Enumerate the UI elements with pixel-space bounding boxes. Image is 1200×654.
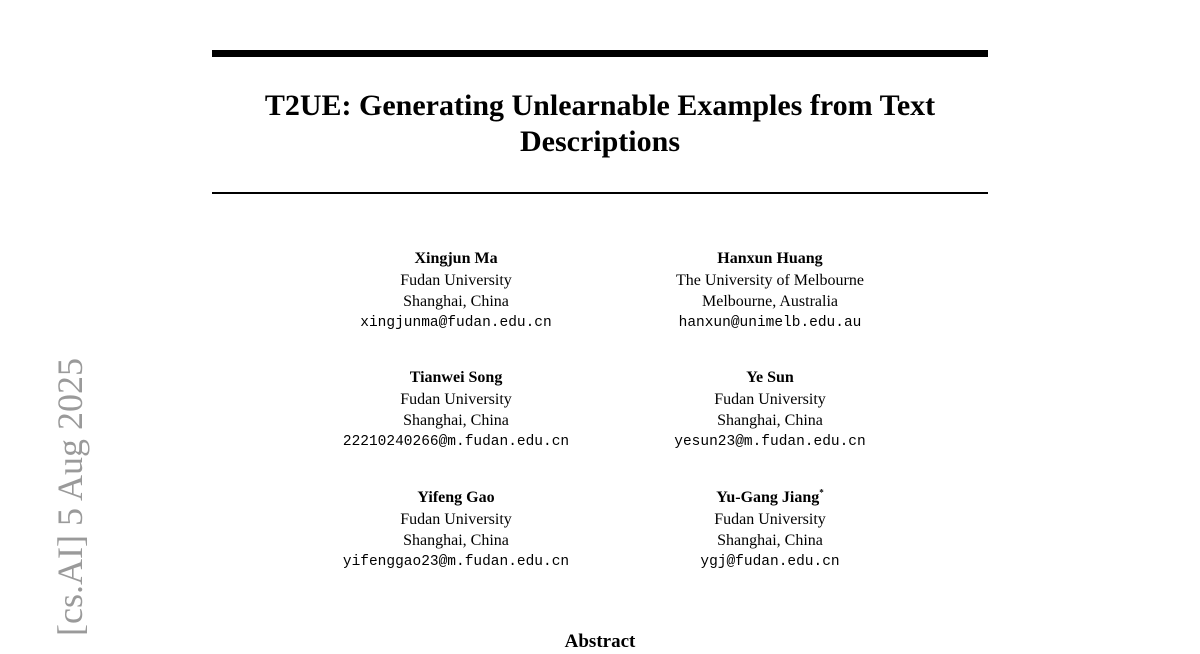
author-name: Xingjun Ma [414, 250, 498, 267]
author-location: Shanghai, China [403, 293, 509, 310]
author-email[interactable]: yesun23@m.fudan.edu.cn [674, 433, 866, 450]
author-block [600, 367, 940, 453]
author-location: Shanghai, China [717, 412, 823, 429]
author-email[interactable]: 22210240266@m.fudan.edu.cn [342, 433, 570, 450]
author-name: Hanxun Huang [717, 250, 823, 267]
author-name: Yu-Gang Jiang* [716, 487, 824, 506]
arxiv-side-stamp: [cs.AI] 5 Aug 2025 [50, 358, 90, 636]
author-email[interactable]: xingjunma@fudan.edu.cn [360, 314, 552, 331]
author-affiliation: Fudan University [714, 390, 826, 408]
author-block [286, 367, 626, 453]
author-location: Melbourne, Australia [702, 293, 838, 310]
author-name: Tianwei Song [409, 369, 503, 386]
author-location: Shanghai, China [717, 532, 823, 549]
author-affiliation: Fudan University [714, 510, 826, 528]
author-name: Yifeng Gao [417, 489, 495, 506]
author-affiliation: The University of Melbourne [676, 271, 864, 289]
author-email[interactable]: hanxun@unimelb.edu.au [678, 314, 862, 331]
title-top-rule [212, 50, 988, 57]
author-name: Ye Sun [746, 369, 794, 386]
author-block [600, 248, 940, 334]
paper-title: T2UE: Generating Unlearnable Examples from Text Descriptions [264, 89, 936, 158]
abstract-heading: Abstract [564, 631, 636, 652]
author-email[interactable]: yifenggao23@m.fudan.edu.cn [342, 553, 570, 570]
author-location: Shanghai, China [403, 412, 509, 429]
author-affiliation: Fudan University [400, 510, 512, 528]
author-affiliation: Fudan University [400, 271, 512, 289]
author-email[interactable]: ygj@fudan.edu.cn [700, 553, 840, 570]
title-bottom-rule [212, 192, 988, 194]
corresponding-author-mark: * [819, 487, 824, 498]
author-block [286, 487, 626, 573]
author-block [600, 487, 940, 573]
author-affiliation: Fudan University [400, 390, 512, 408]
author-location: Shanghai, China [403, 532, 509, 549]
author-block [286, 248, 626, 334]
